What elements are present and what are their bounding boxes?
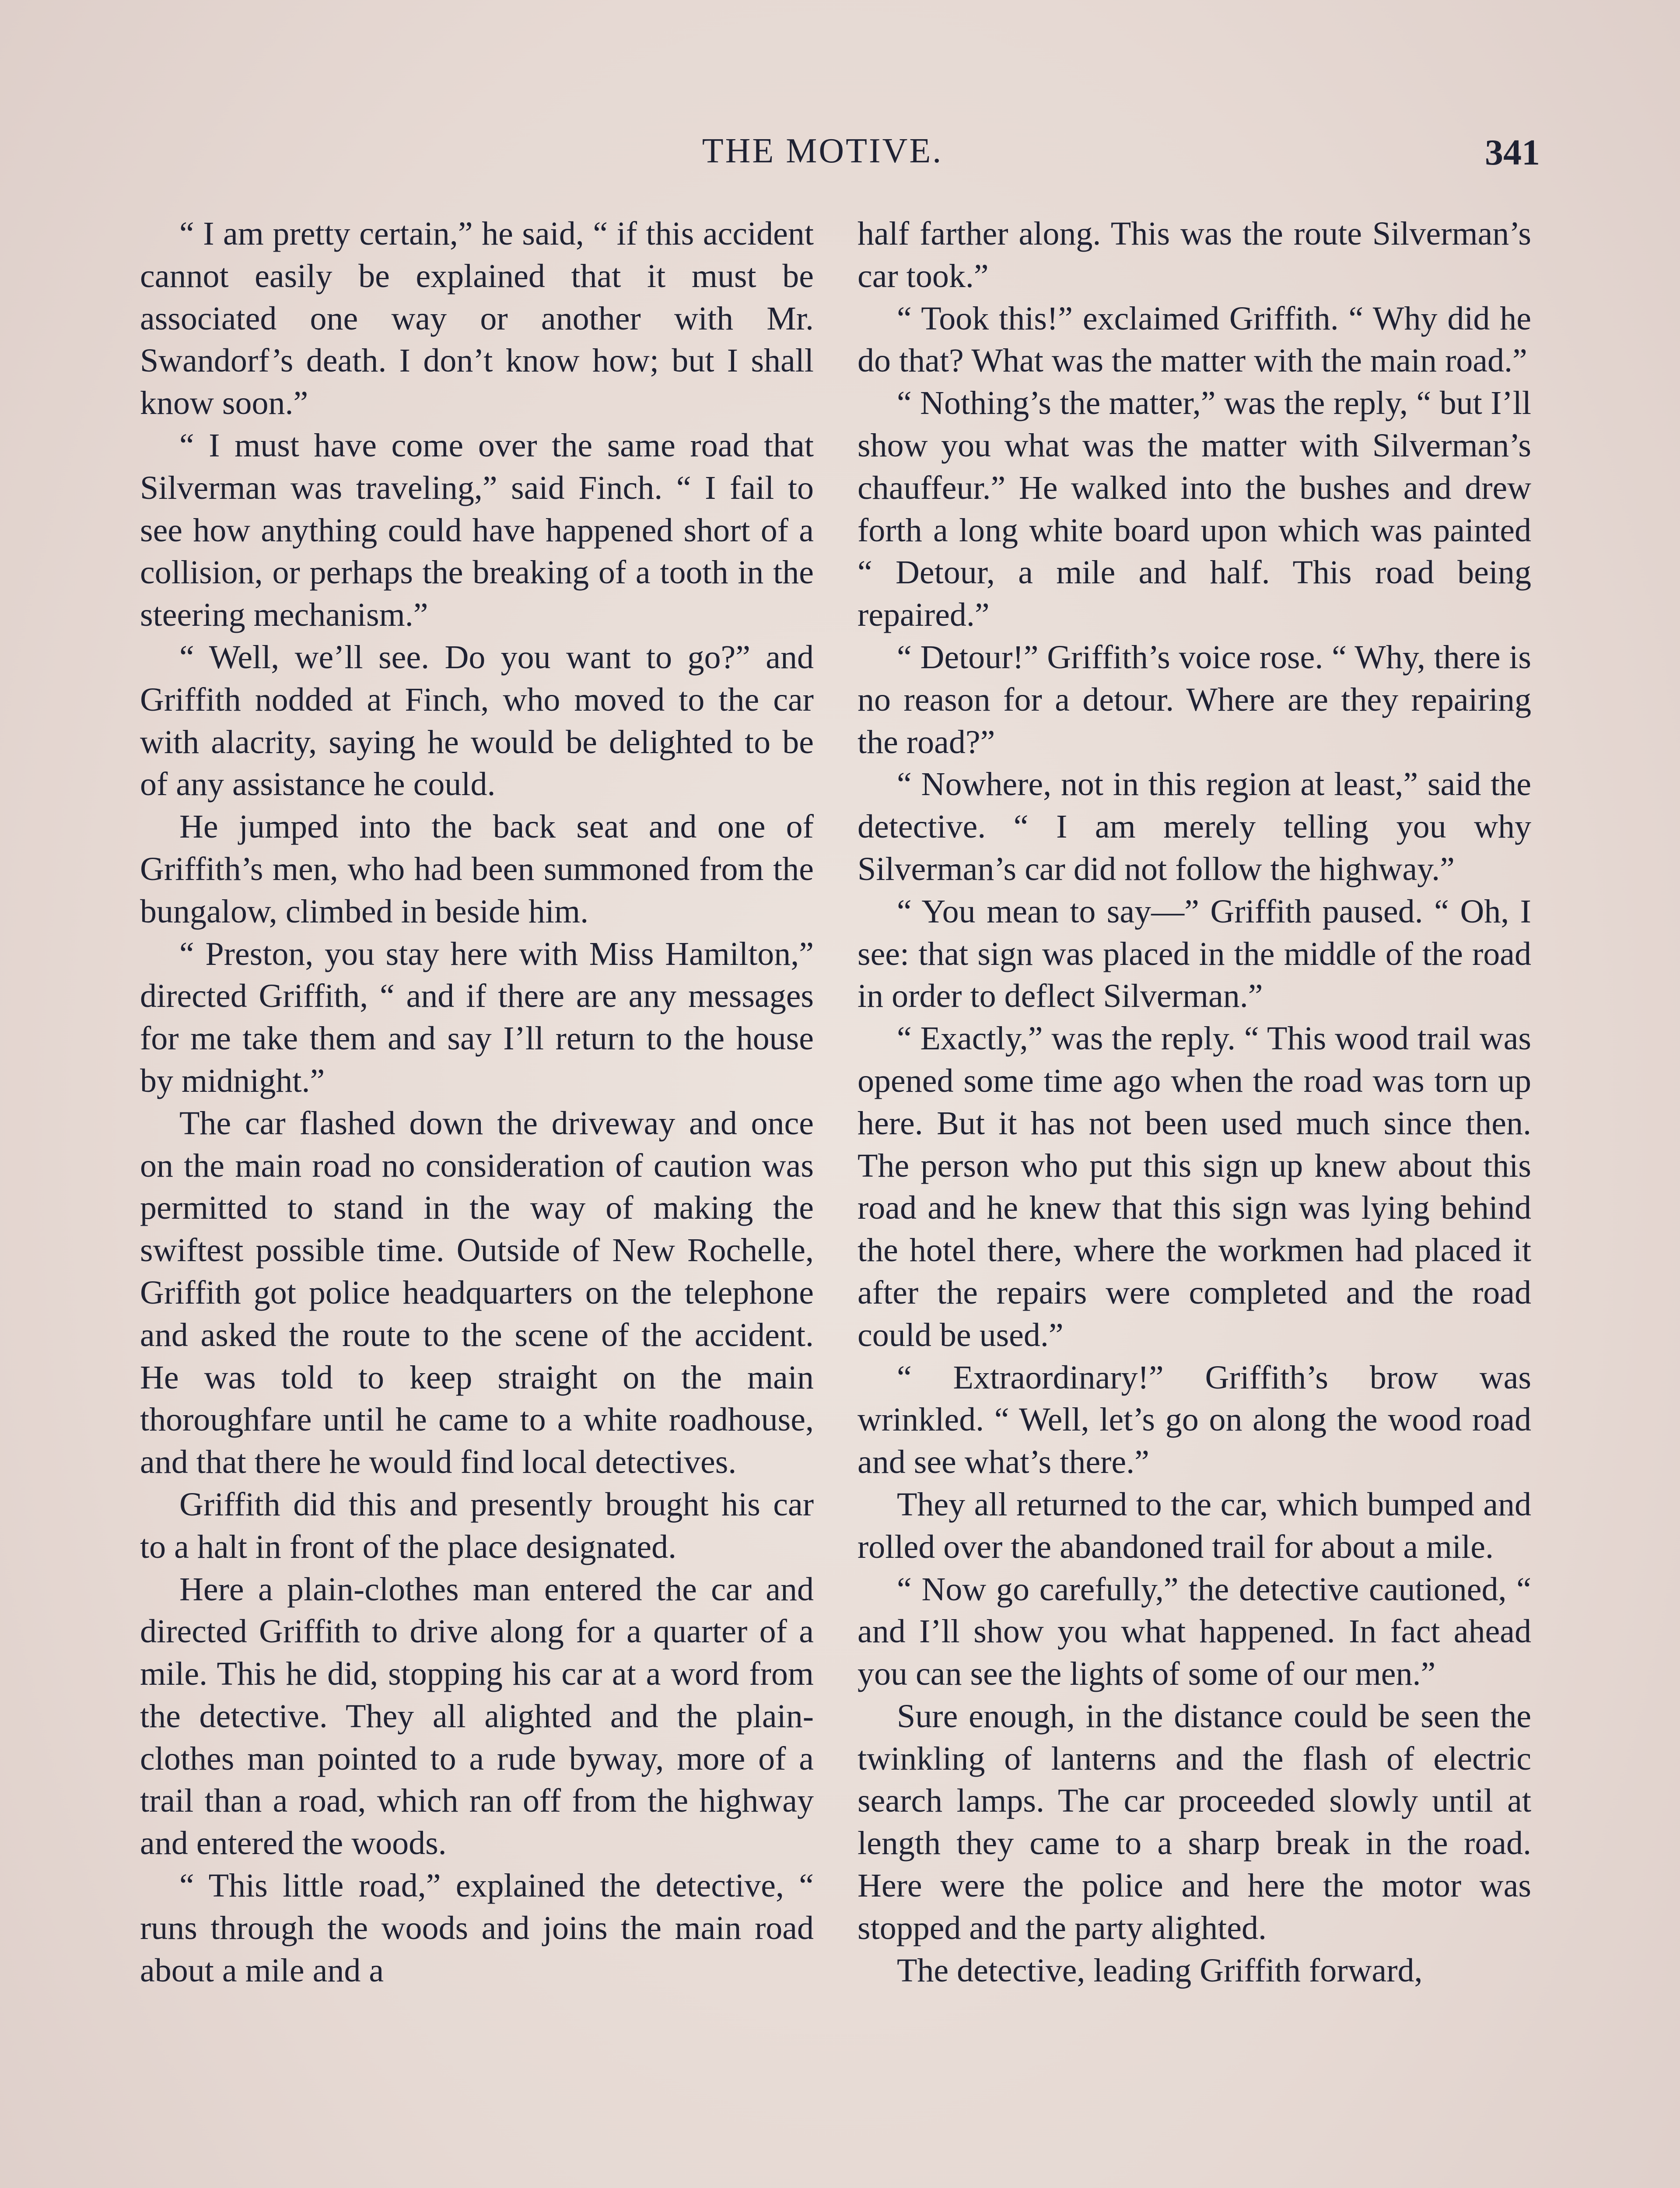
right-column bbox=[858, 213, 1531, 1992]
paragraph: “ I am pretty certain,” he said, “ if this accident cannot easily be explained that it must be associated one way or another with Mr. Swandorf’s death. I don’t know how; but I shall know soon.” bbox=[140, 215, 814, 422]
paragraph: Here a plain-clothes man entered the car and directed Griffith to drive along for a quarter of a mile. This he did, stopping his car at a word from the detective. They all alighted and the plain-clothes man pointed to a rude byway, more of a trail than a road, which ran off from the highway and entered the woods. bbox=[140, 1571, 814, 1862]
running-title: THE MOTIVE. bbox=[702, 132, 943, 170]
paragraph: “ Preston, you stay here with Miss Hamilton,” directed Griffith, “ and if there are any messages for me take them and say I’ll return to the house by midnight.” bbox=[140, 935, 814, 1099]
paragraph: “ Detour!” Griffith’s voice rose. “ Why, there is no reason for a detour. Where are they repairing the road?” bbox=[858, 638, 1531, 761]
paragraph: “ Well, we’ll see. Do you want to go?” and Griffith nodded at Finch, who moved to the car with alacrity, saying he would be delighted to be of any assistance he could. bbox=[140, 638, 814, 803]
paragraph: “ This little road,” explained the detective, “ runs through the woods and joins the main road about a mile and a bbox=[140, 1867, 814, 1989]
paragraph: “ Exactly,” was the reply. “ This wood trail was opened some time ago when the road was torn up here. But it has not been used much since then. The person who put this sign up knew about this road and he knew that this sign was lying behind the hotel there, where the workmen had placed it after the repairs were completed and the road could be used.” bbox=[858, 1020, 1531, 1353]
paragraph: Griffith did this and presently brought his car to a halt in front of the place designated. bbox=[140, 1486, 814, 1565]
paragraph: “ I must have come over the same road that Silverman was traveling,” said Finch. “ I fail to see how anything could have happened short of a collision, or perhaps the breaking of a tooth in the steering mechanism.” bbox=[140, 427, 814, 634]
paragraph: “ Took this!” exclaimed Griffith. “ Why did he do that? What was the matter with the main road.” bbox=[858, 300, 1531, 379]
paragraph: The car flashed down the driveway and once on the main road no consideration of caution was permitted to stand in the way of making the swiftest possible time. Outside of New Rochelle, Griffith got police headquarters on the telephone and asked the route to the scene of the accident. He was told to keep straight on the main thoroughfare until he came to a white roadhouse, and that there he would find local detectives. bbox=[140, 1105, 814, 1481]
paragraph: They all returned to the car, which bumped and rolled over the abandoned trail for about a mile. bbox=[858, 1486, 1531, 1565]
paragraph: Sure enough, in the distance could be seen the twinkling of lanterns and the flash of electric search lamps. The car proceeded slowly until at length they came to a sharp break in the road. Here were the police and here the motor was stopped and the party alighted. bbox=[858, 1697, 1531, 1946]
paragraph-continued: half farther along. This was the route Silverman’s car took.” bbox=[858, 215, 1531, 295]
paragraph: The detective, leading Griffith forward, bbox=[897, 1952, 1423, 1989]
left-column bbox=[140, 213, 814, 1992]
paragraph: “ Nowhere, not in this region at least,” said the detective. “ I am merely telling you why Silverman’s car did not follow the highway.” bbox=[858, 766, 1531, 887]
page-number: 341 bbox=[1485, 132, 1540, 173]
paragraph: “ Nothing’s the matter,” was the reply, “ but I’ll show you what was the matter with Silverman’s chauffeur.” He walked into the bushes and drew forth a long white board upon which was painted “ Detour, a mile and half. This road being repaired.” bbox=[858, 385, 1531, 634]
paragraph: “ Extraordinary!” Griffith’s brow was wrinkled. “ Well, let’s go on along the wood road and see what’s there.” bbox=[858, 1359, 1531, 1481]
paragraph: He jumped into the back seat and one of Griffith’s men, who had been summoned from the bungalow, climbed in beside him. bbox=[140, 808, 814, 930]
paragraph: “ You mean to say—” Griffith paused. “ Oh, I see: that sign was placed in the middle of the road in order to deflect Silverman.” bbox=[858, 893, 1531, 1015]
paragraph: “ Now go carefully,” the detective cautioned, “ and I’ll show you what happened. In fact ahead you can see the lights of some of our men.” bbox=[858, 1571, 1531, 1693]
